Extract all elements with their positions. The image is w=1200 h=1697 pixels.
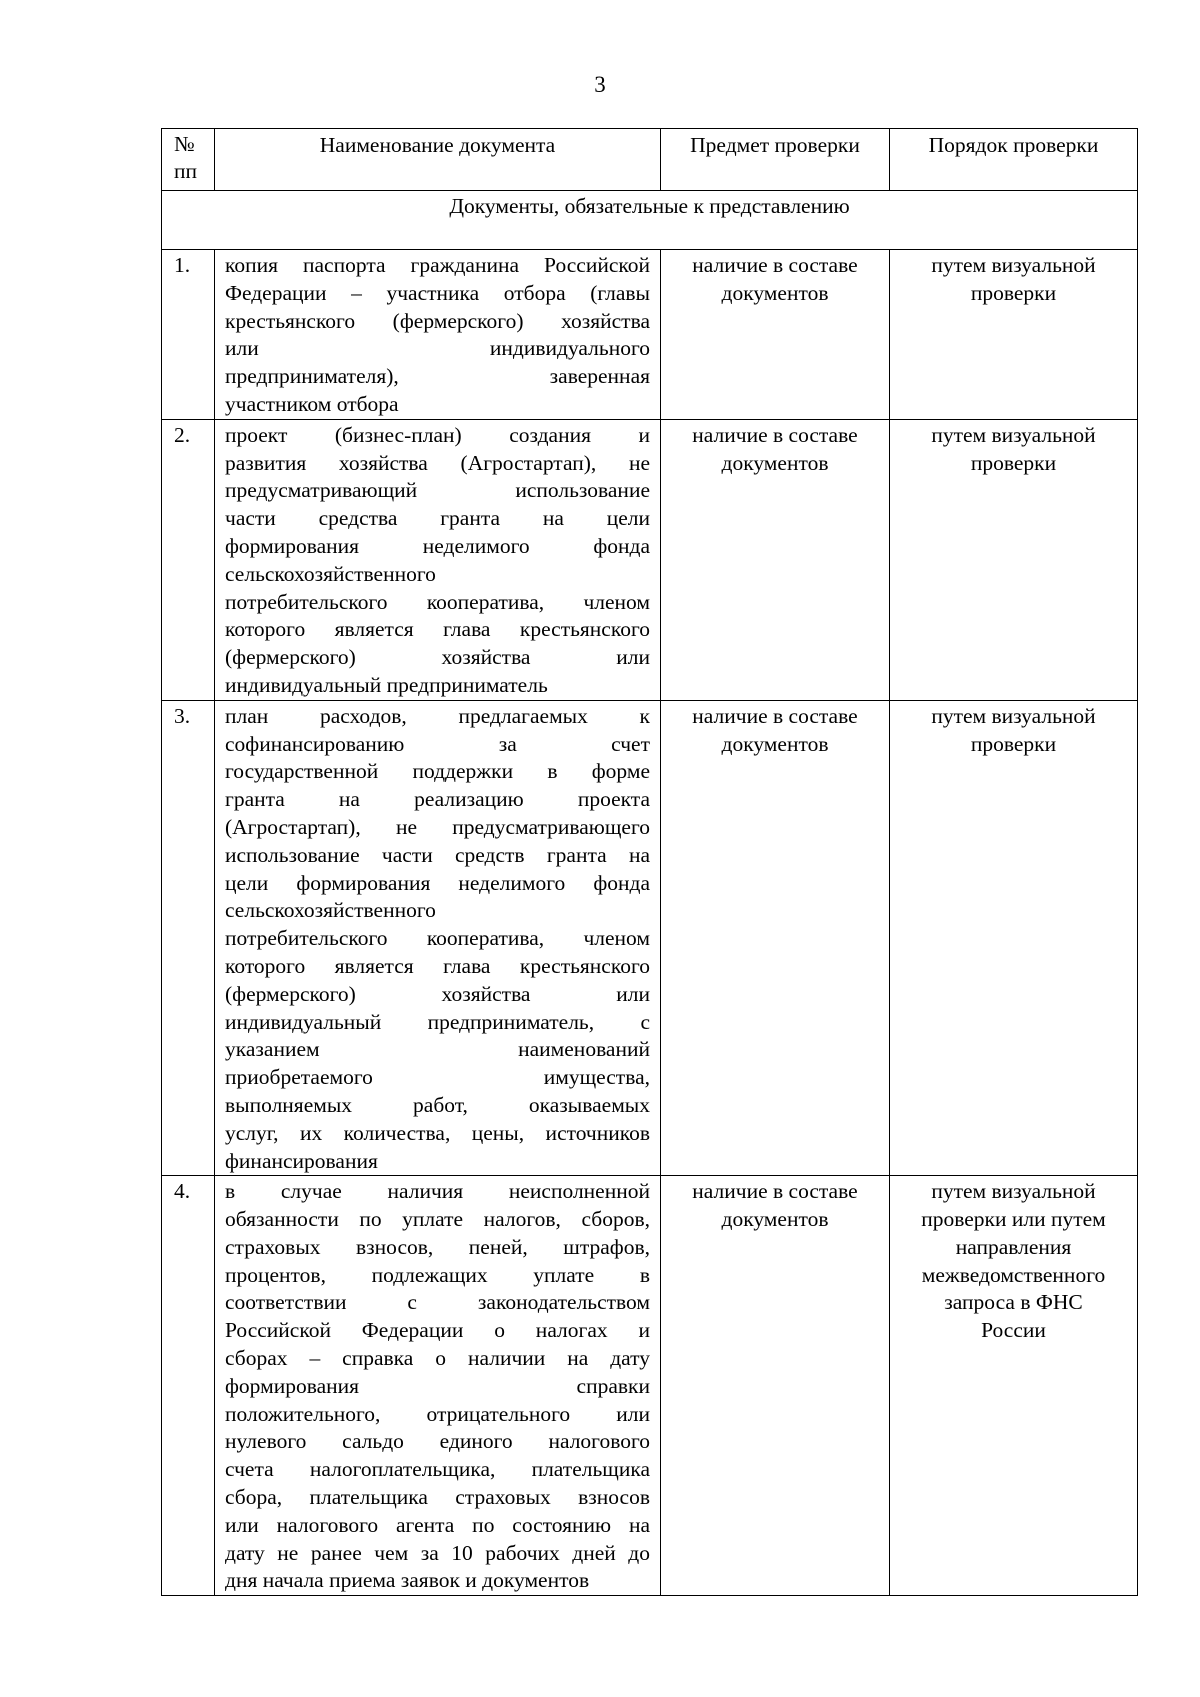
document-name-line: (фермерского) хозяйства или	[225, 981, 650, 1006]
check-subject-line: наличие в составе	[692, 253, 858, 277]
document-name-line: проект (бизнес-план) создания и	[225, 422, 650, 447]
row-document-name	[215, 250, 661, 420]
document-name-line: развития хозяйства (Агростартап), не	[225, 450, 650, 475]
document-name-line: (фермерского) хозяйства или	[225, 645, 650, 670]
document-name-line: копия паспорта гражданина Российской	[225, 253, 650, 277]
check-order-line: проверки	[970, 280, 1057, 305]
document-name-line: услуг, их количества, цены, источников	[225, 1120, 650, 1145]
document-name-line: финансирования	[225, 1148, 378, 1173]
document-name-line: индивидуальный предприниматель, с	[225, 1009, 650, 1034]
header-number	[162, 129, 215, 191]
check-subject-line: документов	[721, 731, 829, 756]
document-name-line: в случае наличия неисполненной	[225, 1179, 650, 1204]
document-name-line: процентов, подлежащих уплате в	[225, 1262, 650, 1287]
row-check-subject	[661, 419, 890, 700]
page-number: 3	[594, 72, 606, 97]
table-row	[162, 419, 1138, 700]
document-name-line: (Агростартап), не предусматривающего	[225, 814, 650, 839]
document-name-line: план расходов, предлагаемых к	[225, 703, 650, 728]
document-name-line: части средства гранта на цели	[225, 506, 650, 531]
document-name-line: сельскохозяйственного	[225, 561, 436, 586]
document-name-line: или индивидуального	[225, 336, 650, 361]
check-order-line: путем визуальной	[931, 1179, 1096, 1204]
row-document-name	[215, 1176, 661, 1596]
document-name-line: дня начала приема заявок и документов	[225, 1568, 590, 1593]
document-name-line: потребительского кооператива, членом	[225, 589, 650, 614]
row-check-order	[890, 419, 1138, 700]
document-name-line: счета налогоплательщика, плательщика	[225, 1457, 650, 1482]
row-number: 2.	[162, 419, 215, 700]
document-name-line: приобретаемого имущества,	[225, 1065, 650, 1090]
row-check-subject	[661, 700, 890, 1176]
row-check-order	[890, 700, 1138, 1176]
check-order-line: проверки или путем	[921, 1207, 1106, 1232]
document-name-line: предпринимателя), заверенная	[225, 364, 650, 389]
row-document-name	[215, 700, 661, 1176]
check-subject-line: наличие в составе	[692, 703, 858, 728]
row-check-order	[890, 1176, 1138, 1596]
row-check-order	[890, 250, 1138, 420]
table-row	[162, 250, 1138, 420]
document-name-line: сборах – справка о наличии на дату	[225, 1346, 650, 1371]
document-name-line: участником отбора	[225, 391, 399, 416]
documents-table	[161, 128, 1138, 1596]
document-name-line: указанием наименований	[225, 1037, 650, 1062]
check-order-line: запроса в ФНС	[944, 1290, 1083, 1315]
check-subject-line: документов	[721, 450, 829, 475]
document-name-line: которого является глава крестьянского	[225, 953, 650, 978]
table-row	[162, 700, 1138, 1176]
document-name-line: крестьянского (фермерского) хозяйства	[225, 308, 650, 333]
header-check-subject: Предмет проверки	[661, 129, 890, 191]
document-name-line: софинансированию за счет	[225, 731, 650, 756]
document-name-line: страховых взносов, пеней, штрафов,	[225, 1234, 650, 1259]
document-name-line: Федерации – участника отбора (главы	[225, 280, 650, 305]
document-name-line: сбора, плательщика страховых взносов	[225, 1485, 650, 1510]
document-name-line: предусматривающий использование	[225, 478, 650, 503]
document-name-line: формирования неделимого фонда	[225, 533, 650, 558]
document-name-line: потребительского кооператива, членом	[225, 926, 650, 951]
table-header-row	[162, 129, 1138, 191]
document-name-line: использование части средств гранта на	[225, 842, 650, 867]
check-subject-line: наличие в составе	[692, 422, 858, 447]
document-name-line: цели формирования неделимого фонда	[225, 870, 650, 895]
section-title: Документы, обязательные к представлению	[162, 191, 1138, 250]
check-order-line: проверки	[970, 450, 1057, 475]
check-order-line: направления	[955, 1234, 1072, 1259]
document-name-line: дату не ранее чем за 10 рабочих дней до	[225, 1540, 650, 1565]
row-document-name	[215, 419, 661, 700]
row-check-subject	[661, 250, 890, 420]
check-subject-line: документов	[721, 280, 829, 305]
document-name-line: выполняемых работ, оказываемых	[225, 1092, 650, 1117]
header-document-name: Наименование документа	[215, 129, 661, 191]
document-name-line: нулевого сальдо единого налогового	[225, 1429, 650, 1454]
row-check-subject	[661, 1176, 890, 1596]
row-number: 1.	[162, 250, 215, 420]
check-subject-line: документов	[721, 1207, 829, 1232]
document-name-line: или налогового агента по состоянию на	[225, 1512, 650, 1537]
row-number: 4.	[162, 1176, 215, 1596]
table-row	[162, 1176, 1138, 1596]
header-check-order: Порядок проверки	[890, 129, 1138, 191]
check-order-line: путем визуальной	[931, 253, 1096, 277]
row-number: 3.	[162, 700, 215, 1176]
header-number-line1: №	[174, 132, 195, 156]
section-row	[162, 191, 1138, 250]
check-order-line: проверки	[970, 731, 1057, 756]
check-order-line: России	[981, 1318, 1046, 1343]
check-subject-line: наличие в составе	[692, 1179, 858, 1204]
document-name-line: формирования справки	[225, 1373, 650, 1398]
check-order-line: путем визуальной	[931, 703, 1096, 728]
document-name-line: сельскохозяйственного	[225, 898, 436, 923]
document-name-line: индивидуальный предприниматель	[225, 672, 548, 697]
document-name-line: обязанности по уплате налогов, сборов,	[225, 1207, 650, 1232]
document-name-line: Российской Федерации о налогах и	[225, 1318, 650, 1343]
check-order-line: межведомственного	[921, 1262, 1106, 1287]
document-name-line: гранта на реализацию проекта	[225, 787, 650, 812]
document-name-line: которого является глава крестьянского	[225, 617, 650, 642]
document-name-line: соответствии с законодательством	[225, 1290, 650, 1315]
header-number-line2: пп	[174, 159, 198, 183]
check-order-line: путем визуальной	[931, 422, 1096, 447]
document-name-line: государственной поддержки в форме	[225, 759, 650, 784]
document-name-line: положительного, отрицательного или	[225, 1401, 650, 1426]
